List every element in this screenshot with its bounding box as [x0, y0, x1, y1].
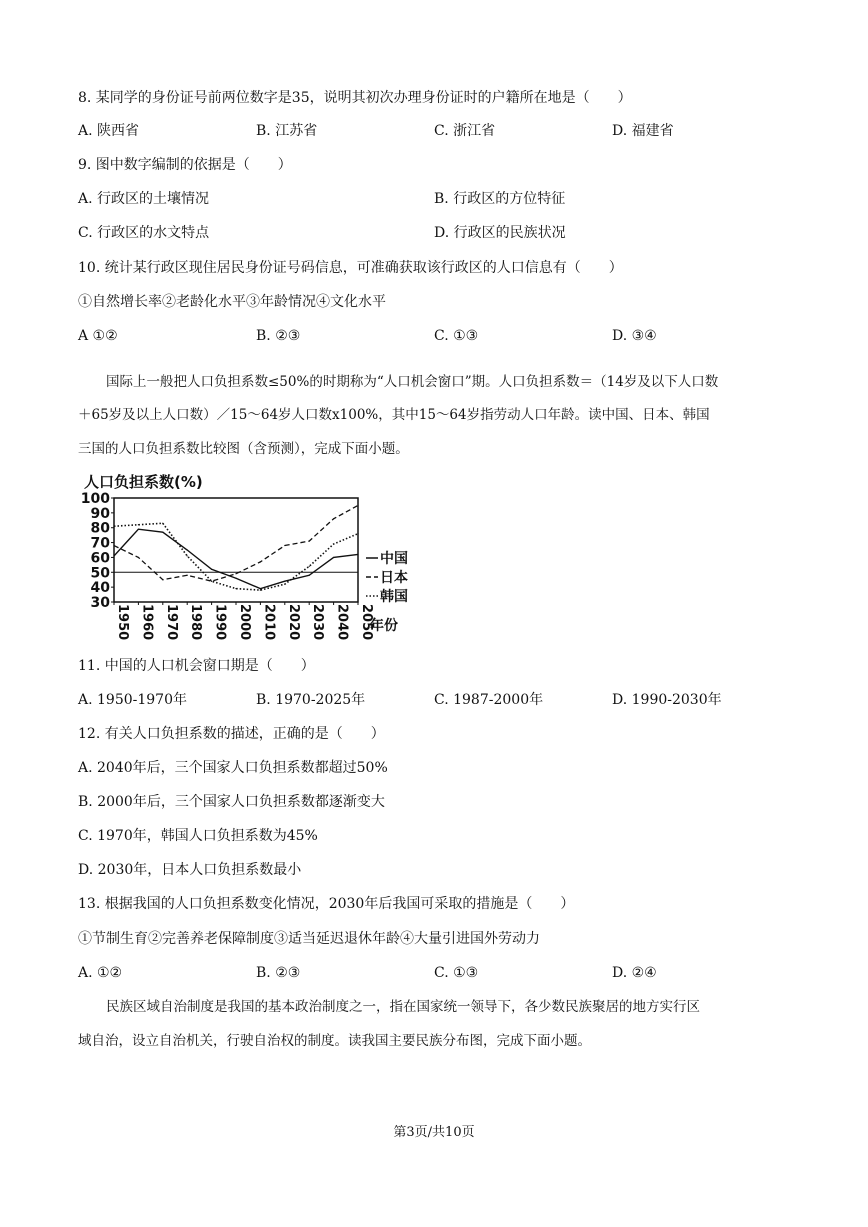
q10-option-d[interactable]: D. ③④	[612, 328, 657, 344]
series-1-point	[113, 555, 114, 556]
q13-sub-items: ①节制生育②完善养老保障制度③适当延迟退休年龄④大量引进国外劳动力	[78, 931, 540, 947]
series-3-point	[211, 581, 212, 582]
q10-sub-items: ①自然增长率②老龄化水平③年龄情况④文化水平	[78, 294, 386, 310]
q9-option-a[interactable]: A. 行政区的土壤情况	[78, 191, 210, 207]
q8-option-a[interactable]: A. 陕西省	[78, 123, 140, 139]
x-tick-label: 2020	[285, 604, 301, 641]
y-tick-label: 70	[90, 535, 110, 552]
series-2-point	[235, 573, 236, 574]
series-1-point	[284, 581, 285, 582]
q11-option-d[interactable]: D. 1990-2030年	[612, 692, 722, 708]
q13-option-c[interactable]: C. ①③	[434, 965, 479, 981]
plot-frame	[114, 498, 358, 602]
series-3-point	[309, 566, 310, 567]
q12-option-d[interactable]: D. 2030年，日本人口负担系数最小	[78, 862, 302, 878]
q11-option-a[interactable]: A. 1950-1970年	[78, 692, 187, 708]
q12-option-a[interactable]: A. 2040年后，三个国家人口负担系数都超过50%	[78, 760, 388, 776]
x-tick-label: 1970	[163, 604, 179, 641]
x-tick-label: 2040	[334, 604, 350, 641]
q8-option-c[interactable]: C. 浙江省	[434, 123, 496, 139]
series-1-point	[333, 557, 334, 558]
series-1-point	[138, 529, 139, 530]
legend-label-1: 中国	[380, 551, 408, 567]
q8-option-b[interactable]: B. 江苏省	[256, 123, 318, 139]
x-tick-label: 1950	[115, 604, 130, 641]
q9-stem: 9. 图中数字编制的依据是（ ）	[78, 157, 292, 173]
series-1-point	[162, 532, 163, 533]
series-1-point	[211, 569, 212, 570]
series-3-point	[284, 584, 285, 585]
intro2-line-1: 民族区域自治制度是我国的基本政治制度之一，指在国家统一领导下，各少数民族聚居的地方实行区	[106, 999, 700, 1015]
y-tick-label: 80	[90, 520, 110, 537]
x-tick-label: 1980	[188, 604, 204, 641]
page-footer: 第3页/共10页	[393, 1125, 475, 1140]
legend-label-2: 日本	[380, 570, 408, 586]
q8-stem: 8. 某同学的身份证号前两位数字是35，说明其初次办理身份证时的户籍所在地是（ ）	[78, 90, 632, 106]
dependency-ratio-chart	[80, 470, 420, 640]
y-tick-label: 100	[80, 491, 110, 507]
q12-stem: 12. 有关人口负担系数的描述，正确的是（ ）	[78, 726, 385, 742]
q12-option-c[interactable]: C. 1970年，韩国人口负担系数为45%	[78, 828, 318, 844]
series-3-point	[187, 555, 188, 556]
series-2-point	[113, 545, 114, 546]
x-tick-label: 2030	[310, 604, 326, 641]
q13-stem: 13. 根据我国的人口负担系数变化情况，2030年后我国可采取的措施是（ ）	[78, 896, 575, 912]
y-tick-label: 50	[90, 565, 110, 582]
intro2-line-2: 域自治，设立自治机关，行驶自治权的制度。读我国主要民族分布图，完成下面小题。	[78, 1033, 591, 1049]
legend-label-3: 韩国	[380, 589, 408, 605]
series-1-point	[309, 575, 310, 576]
q11-option-c[interactable]: C. 1987-2000年	[434, 692, 544, 708]
series-1-point	[260, 588, 261, 589]
intro1-line-1: 国际上一般把人口负担系数≤50%的时期称为“人口机会窗口”期。人口负担系数＝（14岁及以下人口数	[106, 374, 719, 390]
y-tick-label: 60	[90, 550, 110, 567]
series-2-point	[162, 579, 163, 580]
series-3-point	[138, 524, 139, 525]
series-1-point	[187, 549, 188, 550]
q9-option-b[interactable]: B. 行政区的方位特征	[434, 191, 566, 207]
y-tick-label: 40	[90, 580, 110, 597]
q9-option-c[interactable]: C. 行政区的水文特点	[78, 225, 210, 241]
x-tick-label: 2010	[261, 604, 277, 641]
series-line-2	[114, 505, 358, 581]
series-1-point	[235, 578, 236, 579]
series-3-point	[162, 523, 163, 524]
intro1-line-3: 三国的人口负担系数比较图（含预测），完成下面小题。	[78, 441, 409, 457]
series-3-point	[235, 588, 236, 589]
series-3-point	[333, 543, 334, 544]
series-2-point	[260, 561, 261, 562]
series-2-point	[187, 575, 188, 576]
series-line-3	[114, 523, 358, 590]
series-2-point	[309, 540, 310, 541]
q13-option-b[interactable]: B. ②③	[256, 965, 301, 981]
y-tick-label: 90	[90, 505, 110, 522]
q12-option-b[interactable]: B. 2000年后，三个国家人口负担系数都逐渐变大	[78, 794, 385, 810]
series-3-point	[357, 533, 358, 534]
q10-stem: 10. 统计某行政区现住居民身份证号码信息，可准确获取该行政区的人口信息有（ ）	[78, 260, 623, 276]
series-line-1	[114, 529, 358, 588]
series-3-point	[113, 526, 114, 527]
series-1-point	[357, 554, 358, 555]
q13-option-a[interactable]: A. ①②	[78, 965, 123, 981]
q11-option-b[interactable]: B. 1970-2025年	[256, 692, 366, 708]
x-tick-label: 2050	[359, 604, 374, 641]
q10-option-c[interactable]: C. ①③	[434, 328, 479, 344]
intro1-line-2: ＋65岁及以上人口数）／15～64岁人口数x100%，其中15～64岁指劳动人口年龄。读中国、日本、韩国	[78, 407, 710, 423]
q11-stem: 11. 中国的人口机会窗口期是（ ）	[78, 658, 315, 674]
chart-svg	[80, 470, 420, 640]
y-tick-label: 30	[90, 595, 110, 611]
series-2-point	[357, 505, 358, 506]
q8-option-d[interactable]: D. 福建省	[612, 123, 674, 139]
chart-title: 人口负担系数(%)	[84, 473, 203, 491]
q10-option-b[interactable]: B. ②③	[256, 328, 301, 344]
series-2-point	[284, 545, 285, 546]
series-2-point	[333, 518, 334, 519]
q9-option-d[interactable]: D. 行政区的民族状况	[434, 225, 566, 241]
q10-option-a[interactable]: A ①②	[78, 328, 118, 344]
x-tick-label: 2000	[237, 604, 252, 641]
q13-option-d[interactable]: D. ②④	[612, 965, 657, 981]
series-3-point	[260, 590, 261, 591]
x-axis-label: 年份	[370, 618, 398, 634]
series-2-point	[138, 557, 139, 558]
x-tick-label: 1990	[212, 604, 228, 641]
x-tick-label: 1960	[139, 604, 155, 641]
